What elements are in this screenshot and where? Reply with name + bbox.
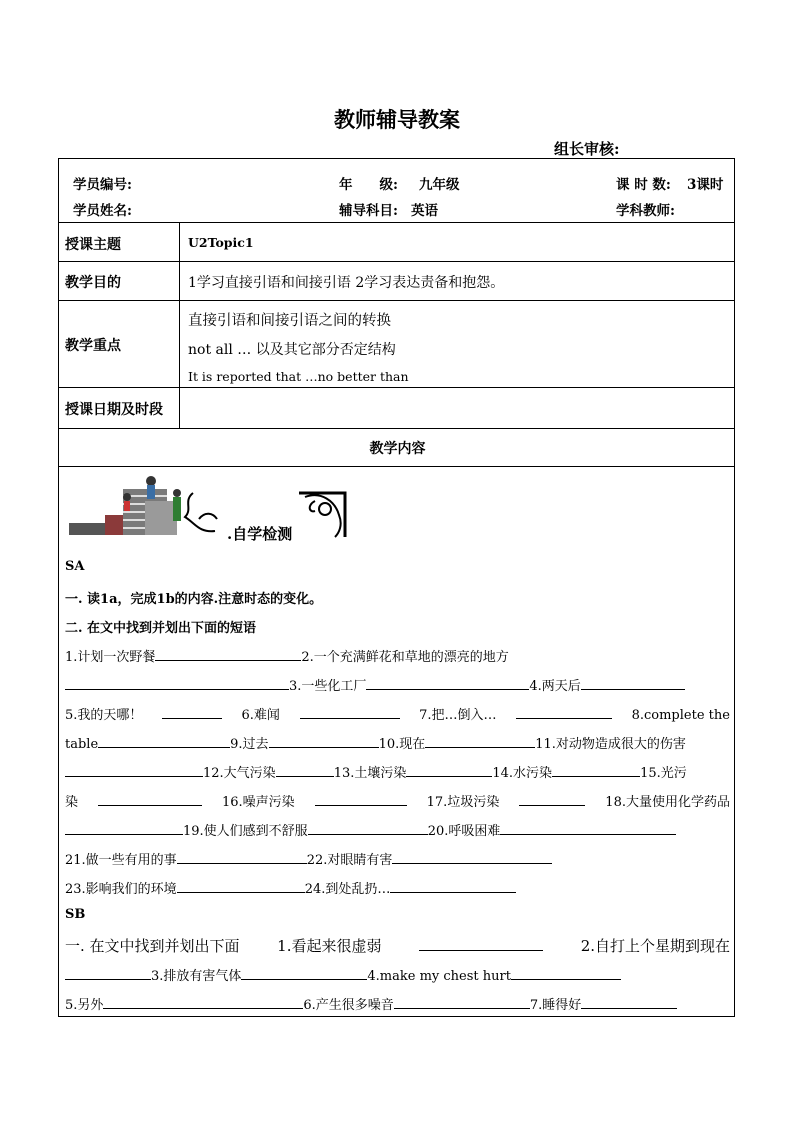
answer-blank[interactable]	[366, 677, 529, 690]
divider	[59, 428, 734, 429]
subject-label: 辅导科目:	[339, 203, 398, 219]
sb-phrase-4: 4.make my chest hurt	[367, 969, 511, 984]
phrase-line-3	[65, 704, 730, 723]
answer-blank[interactable]	[552, 764, 640, 777]
phrase-3: 3.一些化工厂	[289, 679, 367, 694]
phrase-23: 23.影响我们的环境	[65, 882, 177, 897]
answer-blank[interactable]	[269, 735, 379, 748]
phrase-8a: 8.complete the	[631, 708, 730, 723]
answer-blank[interactable]	[315, 793, 407, 806]
reviewer-label: 组长审核:	[554, 140, 620, 158]
document-title: 教师辅导教案	[334, 107, 460, 132]
student-name-label: 学员姓名:	[73, 203, 132, 219]
phrase-22: 22.对眼睛有害	[306, 853, 393, 868]
sb-phrase-5: 5.另外	[65, 998, 104, 1013]
sa-heading: SA	[65, 559, 85, 574]
phrase-14: 14.水污染	[492, 766, 553, 781]
phrase-8b: table	[65, 737, 99, 752]
answer-blank[interactable]	[308, 822, 428, 835]
answer-blank[interactable]	[500, 822, 676, 835]
phrase-15a: 15.光污	[640, 766, 687, 781]
sb-phrase-3: 3.排放有害气体	[151, 969, 242, 984]
phrase-7: 7.把…倒入…	[419, 708, 497, 723]
phrase-13: 13.土壤污染	[333, 766, 407, 781]
answer-blank[interactable]	[425, 735, 535, 748]
sb-heading: SB	[65, 907, 86, 922]
answer-blank[interactable]	[419, 938, 543, 951]
phrase-line-7	[65, 820, 730, 839]
phrase-2: 2.一个充满鲜花和草地的漂亮的地方	[301, 650, 509, 665]
topic-label: 授课主题	[65, 237, 121, 253]
phrase-1: 1.计划一次野餐	[65, 650, 156, 665]
phrase-18: 18.大量使用化学药品	[605, 795, 730, 810]
sb-phrase-1: 1.看起来很虚弱	[277, 937, 382, 955]
grade-label: 年 级:	[339, 177, 398, 193]
phrase-line-5	[65, 762, 730, 781]
phrase-line-2	[65, 675, 730, 694]
phrase-19: 19.使人们感到不舒服	[183, 824, 308, 839]
hours-label: 课 时 数:	[616, 177, 671, 193]
divider	[59, 466, 734, 467]
focus-line-3: It is reported that …no better than	[188, 369, 409, 384]
phrase-line-1	[65, 646, 730, 665]
teacher-label: 学科教师:	[616, 203, 675, 219]
content-heading: 教学内容	[369, 441, 426, 457]
hours-value: 3课时	[687, 177, 724, 193]
phrase-6: 6.难闻	[241, 708, 280, 723]
answer-blank[interactable]	[98, 735, 230, 748]
sa-question-2: 二. 在文中找到并划出下面的短语	[65, 621, 257, 636]
focus-label: 教学重点	[65, 338, 121, 354]
answer-blank[interactable]	[581, 677, 685, 690]
phrase-5: 5.我的天哪！	[65, 708, 143, 723]
date-label: 授课日期及时段	[65, 402, 163, 418]
phrase-17: 17.垃圾污染	[426, 795, 500, 810]
answer-blank[interactable]	[162, 706, 222, 719]
sb-phrase-7: 7.睡得好	[529, 998, 582, 1013]
answer-blank[interactable]	[519, 793, 585, 806]
section-title: .自学检测	[227, 525, 293, 543]
goal-label: 教学目的	[65, 275, 121, 291]
student-id-label: 学员编号:	[73, 177, 132, 193]
lesson-plan-table	[58, 158, 735, 1017]
topic-value: U2Topic1	[188, 235, 254, 250]
phrase-12: 12.大气污染	[203, 766, 276, 781]
divider	[59, 387, 734, 388]
answer-blank[interactable]	[155, 648, 301, 661]
focus-line-2: not all … 以及其它部分否定结构	[188, 342, 396, 358]
phrase-9: 9.过去	[230, 737, 269, 752]
answer-blank[interactable]	[390, 880, 516, 893]
answer-blank[interactable]	[394, 996, 530, 1009]
divider	[59, 261, 734, 262]
phrase-line-6	[65, 791, 730, 810]
phrase-11: 11.对动物造成很大的伤害	[535, 737, 686, 752]
phrase-4: 4.两天后	[529, 679, 581, 694]
sa-question-1: 一. 读1a，完成1b的内容.注意时态的变化。	[65, 592, 323, 607]
answer-blank[interactable]	[177, 880, 305, 893]
corner-ornament-icon	[295, 489, 351, 543]
divider	[59, 222, 734, 223]
answer-blank[interactable]	[177, 851, 307, 864]
phrase-21: 21.做一些有用的事	[65, 853, 177, 868]
phrase-line-4	[65, 733, 730, 752]
answer-blank[interactable]	[103, 996, 303, 1009]
answer-blank[interactable]	[276, 764, 334, 777]
sb-line-3	[65, 994, 730, 1013]
answer-blank[interactable]	[98, 793, 202, 806]
phrase-line-9	[65, 878, 730, 897]
sb-question-1: 一. 在文中找到并划出下面	[65, 937, 240, 955]
column-divider	[179, 222, 180, 428]
answer-blank[interactable]	[511, 967, 621, 980]
answer-blank[interactable]	[392, 851, 552, 864]
sb-line-2	[65, 965, 730, 984]
phrase-line-8	[65, 849, 730, 868]
focus-line-1: 直接引语和间接引语之间的转换	[188, 313, 391, 329]
phrase-24: 24.到处乱扔…	[304, 882, 391, 897]
goal-value: 1学习直接引语和间接引语 2学习表达责备和抱怨。	[188, 275, 505, 291]
answer-blank[interactable]	[241, 967, 367, 980]
phrase-16: 16.噪声污染	[221, 795, 295, 810]
phrase-10: 10.现在	[378, 737, 426, 752]
answer-blank[interactable]	[65, 764, 203, 777]
sb-phrase-6: 6.产生很多噪音	[303, 998, 394, 1013]
phrase-15b: 染	[65, 795, 79, 810]
answer-blank[interactable]	[406, 764, 492, 777]
sb-line-1	[65, 935, 730, 956]
subject-value: 英语	[411, 203, 438, 219]
answer-blank[interactable]	[65, 677, 289, 690]
answer-blank[interactable]	[516, 706, 612, 719]
grade-value: 九年级	[419, 177, 460, 193]
sb-phrase-2: 2.自打上个星期到现在	[580, 937, 730, 955]
answer-blank[interactable]	[581, 996, 677, 1009]
divider	[59, 300, 734, 301]
answer-blank[interactable]	[300, 706, 400, 719]
answer-blank[interactable]	[65, 822, 183, 835]
answer-blank[interactable]	[65, 967, 151, 980]
phrase-20: 20.呼吸困难	[427, 824, 501, 839]
